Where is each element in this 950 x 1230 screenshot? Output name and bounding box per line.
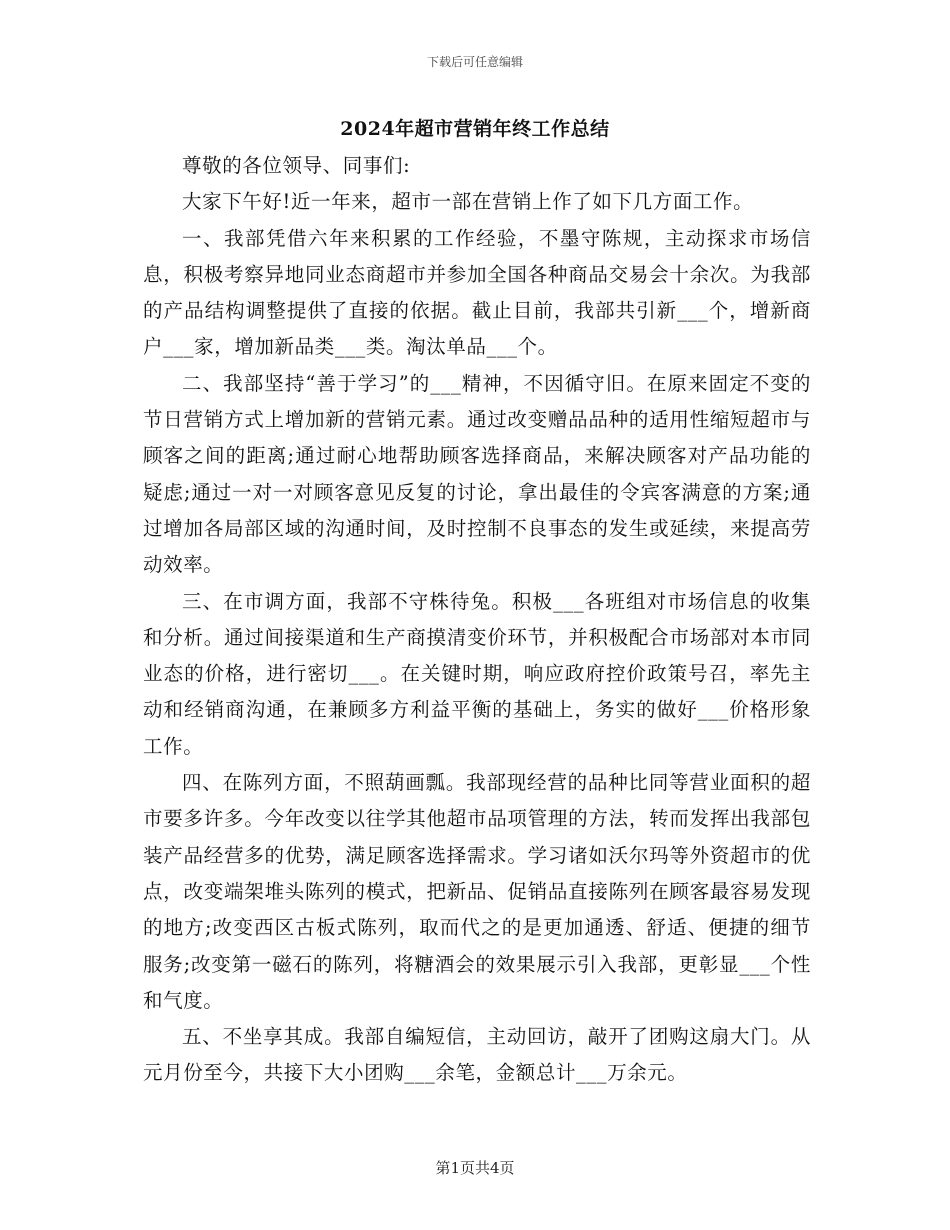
paragraph-section-4: 四、在陈列方面，不照葫画瓢。我部现经营的品种比同等营业面积的超市要多许多。今年改变以往学其他超市品项管理的方法，转而发挥出我部包装产品经营多的优势，满足顾客选择需求。学习诸如沃尔玛等外资超市的优点，改变端架堆头陈列的模式，把新品、促销品直接陈列在顾客最容易发现的地方;改变西区古板式陈列，取而代之的是更加通透、舒适、便捷的细节服务;改变第一磁石的陈列，将糖酒会的效果展示引入我部，更彰显___个性和气度。 — [143, 771, 811, 1012]
document-body — [143, 148, 811, 1092]
page-number-footer: 第1页共4页 — [435, 1159, 515, 1177]
document-title: 2024年超市营销年终工作总结 — [340, 118, 610, 140]
paragraph-section-1: 一、我部凭借六年来积累的工作经验，不墨守陈规，主动探求市场信息，积极考察异地同业态商超市并参加全国各种商品交易会十余次。为我部的产品结构调整提供了直接的依据。截止目前，我部共引新___个，增新商户___家，增加新品类___类。淘汰单品___个。 — [143, 226, 811, 359]
paragraph-section-3: 三、在市调方面，我部不守株待兔。积极___各班组对市场信息的收集和分析。通过间接渠道和生产商摸清变价环节，并积极配合市场部对本市同业态的价格，进行密切___。在关键时期，响应政府控价政策号召，率先主动和经销商沟通，在兼顾多方利益平衡的基础上，务实的做好___价格形象工作。 — [143, 589, 811, 758]
page-header-note: 下载后可任意编辑 — [426, 55, 523, 69]
paragraph-greeting: 大家下午好!近一年来，超市一部在营销上作了如下几方面工作。 — [182, 190, 754, 214]
paragraph-salutation: 尊敬的各位领导、同事们: — [182, 154, 411, 177]
paragraph-section-2: 二、我部坚持“善于学习”的___精神，不因循守旧。在原来固定不变的节日营销方式上增加新的营销元素。通过改变赠品品种的适用性缩短超市与顾客之间的距离;通过耐心地帮助顾客选择商品，来解决顾客对产品功能的疑虑;通过一对一对顾客意见反复的讨论，拿出最佳的令宾客满意的方案;通过增加各局部区域的沟通时间，及时控制不良事态的发生或延续，来提高劳动效率。 — [143, 371, 811, 577]
paragraph-section-5: 五、不坐享其成。我部自编短信，主动回访，敲开了团购这扇大门。从元月份至今，共接下大小团购___余笔，金额总计___万余元。 — [143, 1025, 811, 1085]
